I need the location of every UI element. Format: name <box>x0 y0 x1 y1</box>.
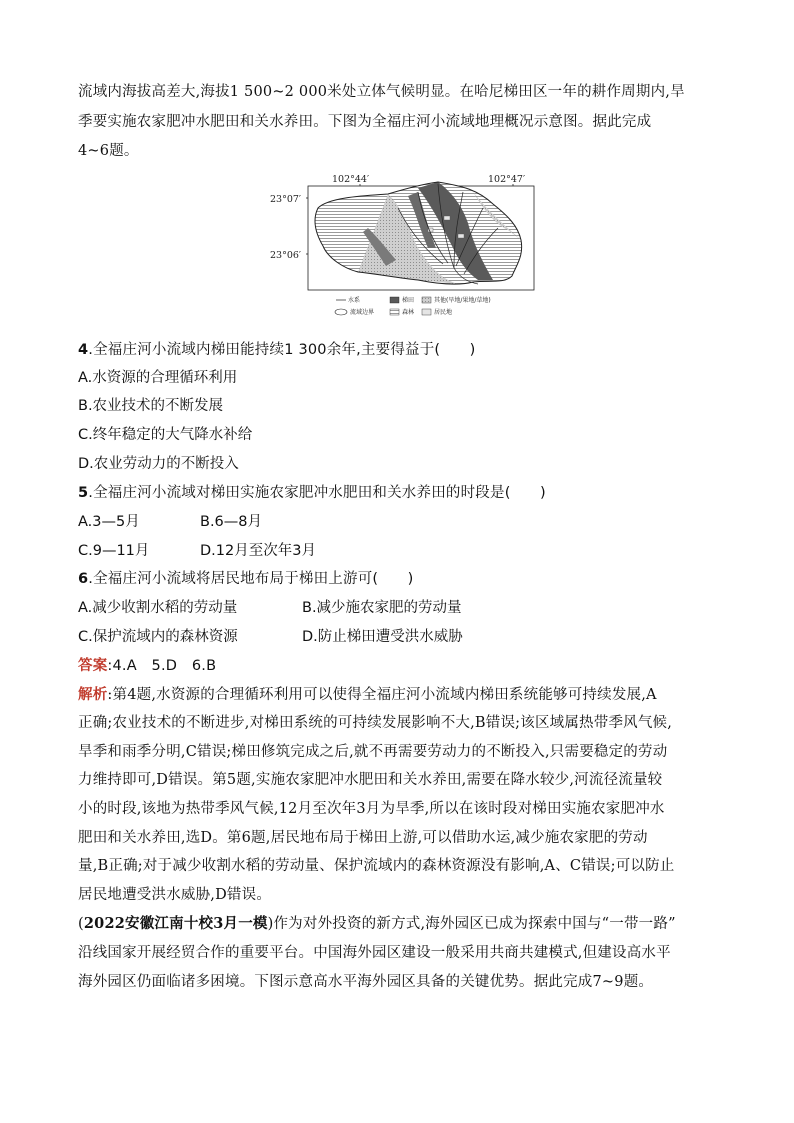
question-4-stem: 4.全福庄河小流域内梯田能持续1 300余年,主要得益于( ) <box>78 342 476 358</box>
q4-option-a[interactable]: A.水资源的合理循环利用 <box>78 370 238 386</box>
residential-legend-icon <box>422 309 431 315</box>
q5-option-d[interactable]: D.12月至次年3月 <box>200 543 316 559</box>
q5-option-b[interactable]: B.6—8月 <box>200 514 263 530</box>
watershed-map <box>268 168 538 320</box>
map-legend <box>335 296 491 316</box>
analysis-line-3: 旱季和雨季分明,C错误;梯田修筑完成之后,就不再需要劳动力的不断投入,只需要稳定的劳动 <box>78 744 668 760</box>
answer-text: :4.A 5.D 6.B <box>107 658 217 674</box>
lon-right-label: 102°47′ <box>488 174 526 185</box>
lon-left-label: 102°44′ <box>332 174 370 185</box>
q5-option-a[interactable]: A.3—5月 <box>78 514 140 530</box>
answer-line <box>78 654 216 675</box>
forest-legend-icon <box>390 309 399 315</box>
question-5-stem: 5.全福庄河小流域对梯田实施农家肥冲水肥田和关水养田的时段是( ) <box>78 485 546 501</box>
intro-line-3: 4~6题。 <box>78 143 139 159</box>
analysis-line-6: 肥田和关水养田,选D。第6题,居民地布局于梯田上游,可以借助水运,减少施农家肥的劳动 <box>78 830 648 846</box>
terrace-legend-icon <box>390 297 399 303</box>
q4-option-d[interactable]: D.农业劳动力的不断投入 <box>78 456 239 472</box>
intro-line-1: 流域内海拔高差大,海拔1 500~2 000米处立体气候明显。在哈尼梯田区一年的耕作周期内,旱 <box>78 84 685 100</box>
question-6-number: 6 <box>78 571 89 587</box>
legend-water: 水系 <box>348 297 361 304</box>
legend-residential: 居民地 <box>434 309 453 316</box>
source-tag: 2022安徽江南十校3月一模 <box>83 915 268 932</box>
lat-bottom-label: 23°06′ <box>270 250 302 261</box>
legend-terrace: 梯田 <box>402 297 415 304</box>
q6-option-c[interactable]: C.保护流域内的森林资源 <box>78 629 238 645</box>
next-intro-line-3: 海外园区仍面临诸多困境。下图示意高水平海外园区具备的关键优势。据此完成7~9题。 <box>78 974 654 990</box>
other-legend-icon <box>422 297 431 303</box>
legend-boundary: 流域边界 <box>350 309 375 316</box>
analysis-line-4: 力维持即可,D错误。第5题,实施农家肥冲水肥田和关水养田,需要在降水较少,河流径流量较 <box>78 772 663 788</box>
q5-option-c[interactable]: C.9—11月 <box>78 543 150 559</box>
answer-label: 答案 <box>78 658 108 674</box>
q6-option-d[interactable]: D.防止梯田遭受洪水威胁 <box>302 629 463 645</box>
analysis-line-7: 量,B正确;对于减少收割水稻的劳动量、保护流域内的森林资源没有影响,A、C错误;可以防止 <box>78 858 675 874</box>
q4-option-c[interactable]: C.终年稳定的大气降水补给 <box>78 427 253 443</box>
question-6-stem: 6.全福庄河小流域将居民地布局于梯田上游可( ) <box>78 571 414 587</box>
analysis-label: 解析 <box>78 687 108 703</box>
q6-option-a[interactable]: A.减少收割水稻的劳动量 <box>78 600 238 616</box>
intro-line-2: 季要实施农家肥冲水肥田和关水养田。下图为全福庄河小流域地理概况示意图。据此完成 <box>78 114 652 130</box>
next-intro-line-1: (2022安徽江南十校3月一模)作为对外投资的新方式,海外园区已成为探索中国与“一带一路” <box>78 915 676 932</box>
analysis-line-2: 正确;农业技术的不断进步,对梯田系统的可持续发展影响不大,B错误;该区域属热带季风气候, <box>78 715 673 731</box>
analysis-line-5: 小的时段,该地为热带季风气候,12月至次年3月为旱季,所以在该时段对梯田实施农家肥冲水 <box>78 801 665 817</box>
analysis-line-1: 解析:第4题,水资源的合理循环利用可以使得全福庄河小流域内梯田系统能够可持续发展,A <box>78 687 657 703</box>
analysis-line-8: 居民地遭受洪水威胁,D错误。 <box>78 887 272 903</box>
boundary-legend-icon <box>335 309 347 315</box>
next-intro-line-2: 沿线国家开展经贸合作的重要平台。中国海外园区建设一般采用共商共建模式,但建设高水平 <box>78 945 671 961</box>
question-5-number: 5 <box>78 485 89 501</box>
q6-option-b[interactable]: B.减少施农家肥的劳动量 <box>302 600 462 616</box>
q4-option-b[interactable]: B.农业技术的不断发展 <box>78 398 224 414</box>
legend-other: 其他(旱地/果地/草地) <box>434 297 491 304</box>
question-4-number: 4 <box>78 342 89 358</box>
legend-forest: 森林 <box>402 309 415 316</box>
lat-top-label: 23°07′ <box>270 194 302 205</box>
